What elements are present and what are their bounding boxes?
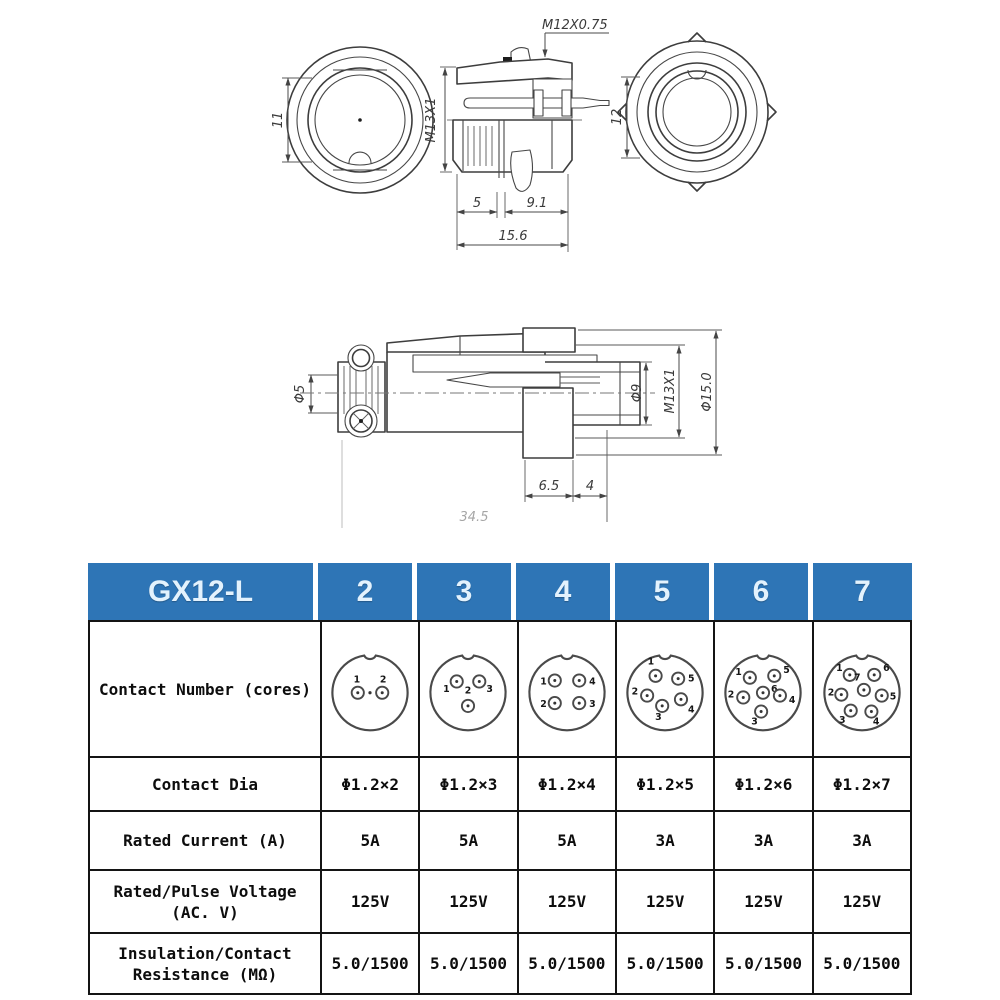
cores-header-6: 6 — [714, 563, 813, 620]
value-cell: 125V — [320, 869, 418, 932]
dim-label-m13x1-socket: M13X1 — [424, 97, 439, 143]
pin-diagram-cell — [615, 622, 713, 756]
row-label-rated-current: Rated Current (A) — [90, 810, 320, 869]
pin-diagram-cell — [517, 622, 615, 756]
value-cell: 125V — [713, 869, 811, 932]
row-label-line2: (AC. V) — [171, 902, 239, 922]
value-cell: 125V — [517, 869, 615, 932]
value-cell: 5A — [517, 810, 615, 869]
value-cell: 125V — [418, 869, 516, 932]
spec-table — [88, 563, 912, 995]
pin-number-label: 1 — [647, 656, 655, 668]
pin-number-label: 7 — [853, 672, 861, 684]
row-label-line1: Insulation/Contact — [118, 943, 292, 963]
pin-number-label: 1 — [540, 676, 547, 688]
pin-number-label: 6 — [883, 663, 890, 675]
pin-number-label: 1 — [443, 683, 451, 695]
cores-header-7: 7 — [813, 563, 912, 620]
pin-diagram-cell — [812, 622, 910, 756]
value-cell: 5A — [418, 810, 516, 869]
dim-label-5: 5 — [472, 196, 482, 211]
pin-diagram-5-core — [618, 640, 712, 738]
model-header-cell: GX12-L — [88, 563, 318, 620]
row-label-line1: Rated/Pulse Voltage — [113, 881, 297, 901]
pin-number-label: 4 — [588, 676, 596, 688]
dim-label-m13x1-plug: M13X1 — [663, 368, 678, 414]
row-label-insulation — [90, 932, 320, 993]
value-cell: 3A — [812, 810, 910, 869]
pin-number-label: 2 — [540, 698, 547, 710]
dim-label-front-11: 11 — [271, 111, 286, 129]
value-cell: 5.0/1500 — [418, 932, 516, 993]
value-cell: 3A — [615, 810, 713, 869]
pin-number-label: 6 — [771, 683, 779, 695]
value-cell: Φ1.2×3 — [418, 756, 516, 810]
cores-header-2: 2 — [318, 563, 417, 620]
value-cell: 5.0/1500 — [713, 932, 811, 993]
pin-number-label: 3 — [751, 716, 759, 728]
pin-diagram-2-core — [323, 640, 417, 738]
dim-label-dia5: Φ5 — [293, 384, 308, 404]
dim-label-dia9: Φ9 — [630, 383, 645, 403]
value-cell: 5.0/1500 — [812, 932, 910, 993]
pin-number-label: 2 — [631, 686, 639, 698]
pin-diagram-3-core — [421, 640, 515, 738]
dim-label-rear-12: 12 — [610, 108, 625, 126]
value-cell: Φ1.2×6 — [713, 756, 811, 810]
value-cell: 5.0/1500 — [320, 932, 418, 993]
value-cell: Φ1.2×4 — [517, 756, 615, 810]
pin-number-label: 4 — [688, 704, 695, 716]
pin-number-label: 4 — [789, 695, 796, 707]
pin-number-label: 5 — [783, 665, 791, 677]
pin-number-label: 3 — [486, 683, 494, 695]
pin-number-label: 3 — [655, 712, 662, 724]
dim-label-34-5: 34.5 — [459, 510, 489, 525]
value-cell: Φ1.2×2 — [320, 756, 418, 810]
dim-label-dia15: Φ15.0 — [700, 372, 715, 412]
cable-plug-side-view — [293, 328, 722, 528]
row-label-contact-dia: Contact Dia — [90, 756, 320, 810]
dim-label-9-1: 9.1 — [526, 196, 548, 211]
row-label-contact-number: Contact Number (cores) — [90, 622, 320, 756]
pin-diagram-7-core — [815, 640, 909, 738]
pin-number-label: 5 — [688, 673, 695, 685]
pin-diagram-cell — [418, 622, 516, 756]
row-label-line2: Resistance (MΩ) — [132, 964, 278, 984]
pin-number-label: 1 — [836, 663, 843, 675]
value-cell: 125V — [812, 869, 910, 932]
value-cell: 125V — [615, 869, 713, 932]
row-label-rated-voltage — [90, 869, 320, 932]
pin-number-label: 2 — [380, 674, 387, 686]
dim-label-m12x075: M12X0.75 — [542, 18, 608, 33]
value-cell: 5.0/1500 — [615, 932, 713, 993]
socket-side-view — [424, 18, 609, 252]
pin-number-label: 3 — [588, 698, 596, 710]
pin-number-label: 3 — [838, 714, 846, 726]
socket-front-view — [271, 47, 433, 193]
pin-number-label: 2 — [728, 689, 735, 701]
pin-number-label: 4 — [872, 716, 880, 728]
cores-header-3: 3 — [417, 563, 516, 620]
spec-table-body — [88, 620, 912, 995]
pin-number-label: 1 — [735, 666, 743, 678]
spec-table-header — [88, 563, 912, 620]
pin-number-label: 2 — [827, 687, 835, 699]
value-cell: 5.0/1500 — [517, 932, 615, 993]
socket-rear-view — [610, 33, 776, 191]
value-cell: 3A — [713, 810, 811, 869]
pin-diagram-cell — [320, 622, 418, 756]
value-cell: Φ1.2×7 — [812, 756, 910, 810]
cores-header-4: 4 — [516, 563, 615, 620]
pin-diagram-6-core — [716, 640, 810, 738]
value-cell: 5A — [320, 810, 418, 869]
pin-number-label: 2 — [465, 685, 472, 697]
value-cell: Φ1.2×5 — [615, 756, 713, 810]
dim-label-4: 4 — [585, 479, 595, 494]
dim-label-6-5: 6.5 — [538, 479, 560, 494]
pin-diagram-cell — [713, 622, 811, 756]
dim-label-15-6: 15.6 — [498, 229, 528, 244]
pin-diagram-4-core — [520, 640, 614, 738]
pin-number-label: 5 — [889, 691, 897, 703]
pin-number-label: 1 — [353, 674, 361, 686]
cores-header-5: 5 — [615, 563, 714, 620]
